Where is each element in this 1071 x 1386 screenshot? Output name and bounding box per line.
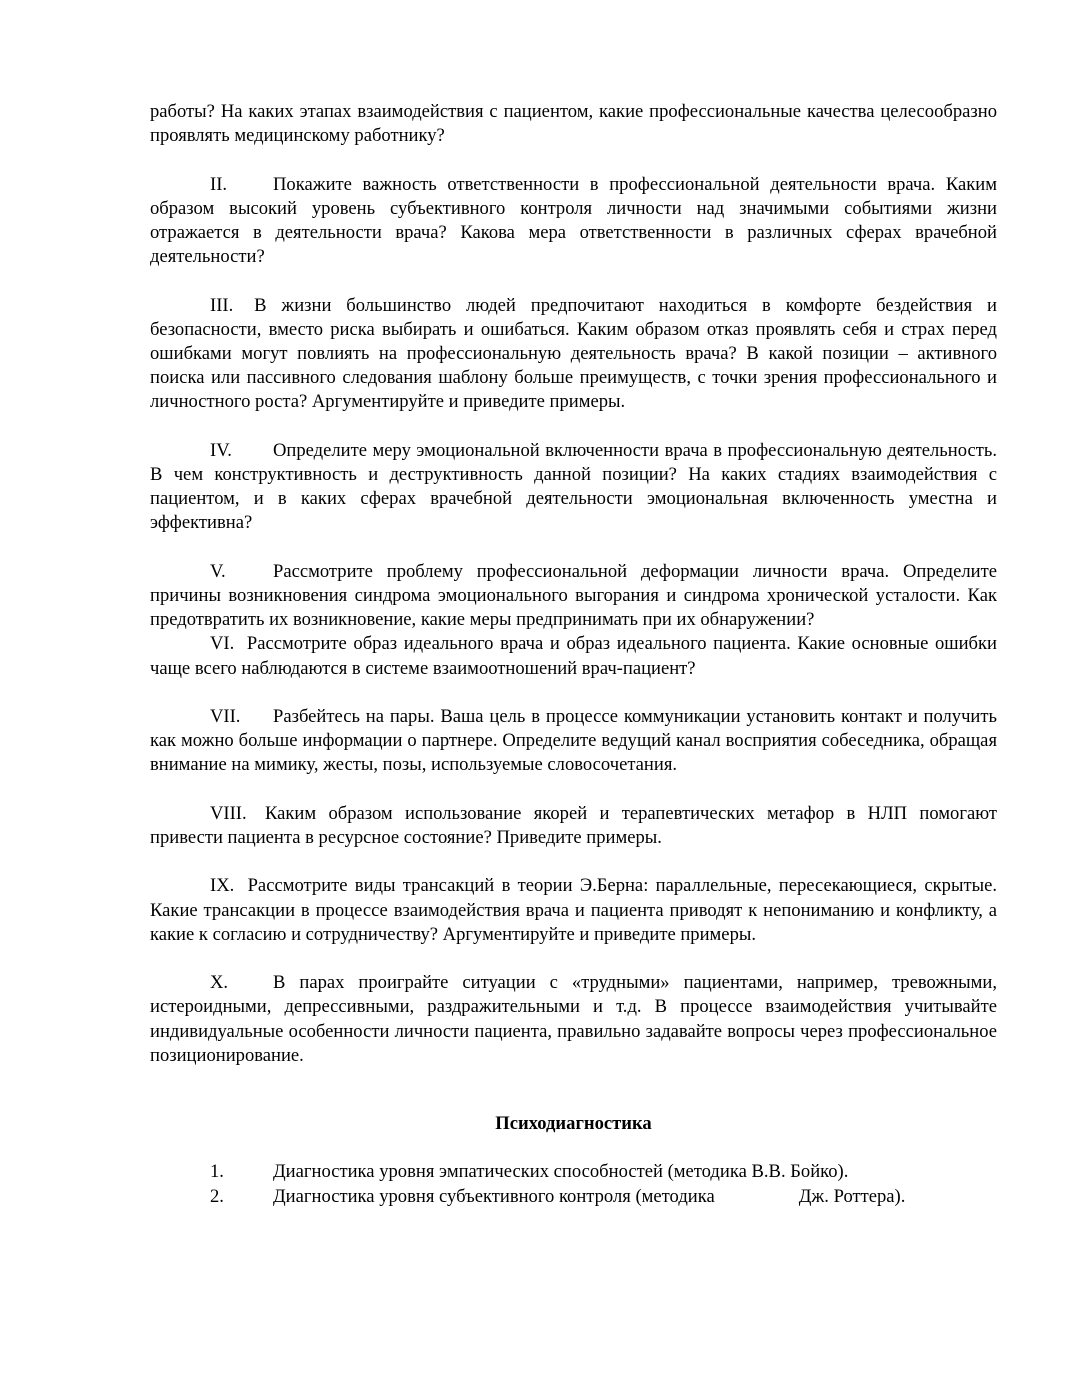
spacer	[150, 681, 997, 705]
question-number: IX.	[210, 875, 235, 897]
question-6	[150, 632, 997, 680]
diagnostic-item-1	[150, 1160, 997, 1184]
spacer	[150, 148, 997, 172]
question-number: VIII.	[210, 802, 247, 824]
question-text: Определите меру эмоциональной включенности врача в профессиональную деятельность. В чем конструктивность и деструктивность данной позиции? На каких стадиях взаимодействия с пациентом, и в каких сферах врачебной деятельности эмоциональная включенность уместна и эффективна?	[150, 439, 997, 534]
spacer	[150, 269, 997, 293]
spacer	[150, 1136, 997, 1160]
question-10	[150, 971, 997, 1068]
question-number: V.	[210, 560, 226, 582]
question-2	[150, 173, 997, 270]
list-text-tail: Дж. Роттера).	[798, 1185, 906, 1207]
question-3	[150, 294, 997, 415]
question-number: II.	[210, 173, 228, 195]
question-text: Каким образом использование якорей и терапевтических метафор в НЛП помогают привести пациента в ресурсное состояние? Приведите примеры.	[150, 802, 997, 848]
question-number: VI.	[210, 633, 235, 655]
question-text: В жизни большинство людей предпочитают находиться в комфорте бездействия и безопасности, вместо риска выбирать и ошибаться. Каким образом отказ проявлять себя и страх перед ошибками могут повлиять на профессиональную деятельность врача? В какой позиции – активного поиска или пассивного следования шаблону больше преимуществ, с точки зрения профессионального и личностного роста? Аргументируйте и приведите примеры.	[150, 294, 997, 413]
section-title: Психодиагностика	[495, 1113, 652, 1134]
question-text: Рассмотрите виды трансакций в теории Э.Берна: параллельные, пересекающиеся, скрытые. Какие трансакции в процессе взаимодействия врача и пациента приводят к непониманию и конфликту, а какие к согласию и сотрудничеству? Аргументируйте и приведите примеры.	[150, 875, 997, 945]
list-text: Диагностика уровня эмпатических способностей (методика В.В. Бойко).	[273, 1161, 849, 1183]
question-7	[150, 705, 997, 778]
question-number: III.	[210, 294, 234, 316]
list-number: 2.	[210, 1185, 224, 1207]
question-number: X.	[210, 972, 229, 994]
question-8	[150, 802, 997, 850]
question-number: IV.	[210, 439, 232, 461]
list-number: 1.	[210, 1161, 224, 1183]
document-page	[150, 100, 997, 1209]
spacer	[150, 415, 997, 439]
list-text: Диагностика уровня субъективного контроля (методика	[273, 1185, 715, 1207]
question-number: VII.	[210, 706, 241, 727]
spacer	[150, 850, 997, 874]
spacer	[150, 778, 997, 802]
spacer	[150, 1068, 997, 1112]
question-4	[150, 439, 997, 536]
question-text: В парах проиграйте ситуации с «трудными» пациентами, например, тревожными, истероидными, депрессивными, раздражительными и т.д. В процессе взаимодействия учитывайте индивидуальные особенности личности пациента, правильно задавайте вопросы через профессиональное позиционирование.	[150, 972, 997, 1066]
intro-paragraph: работы? На каких этапах взаимодействия с пациентом, какие профессиональные качества целесообразно проявлять медицинскому работнику?	[150, 101, 997, 147]
question-text: Покажите важность ответственности в профессиональной деятельности врача. Каким образом высокий уровень субъективного контроля личности над значимыми событиями жизни отражается в деятельности врача? Какова мера ответственности в различных сферах врачебной деятельности?	[150, 173, 997, 268]
question-9	[150, 874, 997, 947]
question-text: Рассмотрите проблему профессиональной деформации личности врача. Определите причины возникновения синдрома эмоционального выгорания и синдрома хронической усталости. Как предотвратить их возникновение, какие меры предпринимать при их обнаружении?	[150, 560, 997, 631]
question-5	[150, 560, 997, 633]
question-text: Разбейтесь на пары. Ваша цель в процессе коммуникации установить контакт и получить как можно больше информации о партнере. Определите ведущий канал восприятия собеседника, обращая внимание на мимику, жесты, позы, используемые словосочетания.	[150, 706, 997, 776]
diagnostic-item-2	[150, 1185, 997, 1209]
spacer	[150, 947, 997, 971]
spacer	[150, 536, 997, 560]
question-text: Рассмотрите образ идеального врача и образ идеального пациента. Какие основные ошибки чаще всего наблюдаются в системе взаимоотношений врач-пациент?	[150, 633, 997, 679]
